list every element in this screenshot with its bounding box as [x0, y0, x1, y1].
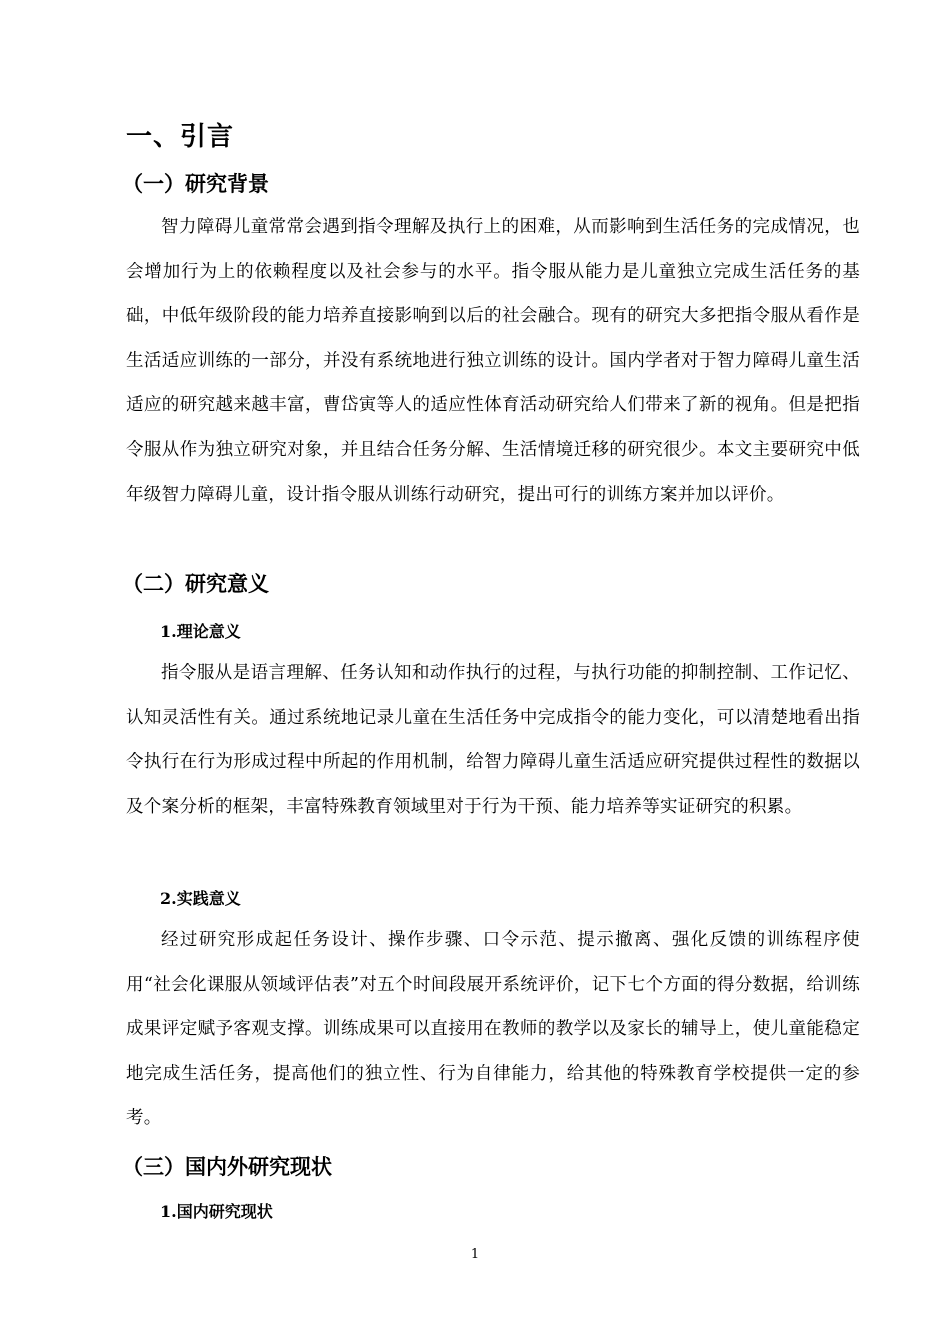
background-paragraph: 智力障碍儿童常常会遇到指令理解及执行上的困难，从而影响到生活任务的完成情况，也会增加行为上的依赖程度以及社会参与的水平。指令服从能力是儿童独立完成生活任务的基础，中低年级阶段的能力培养直接影响到以后的社会融合。现有的研究大多把指令服从看作是生活适应训练的一部分，并没有系统地进行独立训练的设计。国内学者对于智力障碍儿童生活适应的研究越来越丰富，曹岱寅等人的适应性体育活动研究给人们带来了新的视角。但是把指令服从作为独立研究对象，并且结合任务分解、生活情境迁移的研究很少。本文主要研究中低年级智力障碍儿童，设计指令服从训练行动研究，提出可行的训练方案并加以评价。 [126, 217, 860, 505]
practice-paragraph: 经过研究形成起任务设计、操作步骤、口令示范、提示撤离、强化反馈的训练程序使用“社会化课服从领域评估表”对五个时间段展开系统评价，记下七个方面的得分数据，给训练成果评定赋予客观支撑。训练成果可以直接用在教师的教学以及家长的辅导上，使儿童能稳定地完成生活任务，提高他们的独立性、行为自律能力，给其他的特殊教育学校提供一定的参考。 [126, 930, 860, 1129]
section-heading-status: （三）国内外研究现状 [122, 1154, 332, 1179]
section-heading-background: （一）研究背景 [122, 171, 269, 196]
theory-paragraph: 指令服从是语言理解、任务认知和动作执行的过程，与执行功能的抑制控制、工作记忆、认知灵活性有关。通过系统地记录儿童在生活任务中完成指令的能力变化，可以清楚地看出指令执行在行为形成过程中所起的作用机制，给智力障碍儿童生活适应研究提供过程性的数据以及个案分析的框架，丰富特殊教育领域里对于行为干预、能力培养等实证研究的积累。 [126, 663, 860, 817]
chapter-heading: 一、引言 [126, 122, 235, 152]
section-heading-significance: （二）研究意义 [122, 571, 269, 596]
page-number: 1 [470, 1247, 480, 1262]
subsection-heading-practice: 2.实践意义 [160, 889, 241, 908]
subsection-heading-domestic: 1.国内研究现状 [160, 1202, 273, 1221]
subsection-heading-theory: 1.理论意义 [160, 622, 241, 641]
